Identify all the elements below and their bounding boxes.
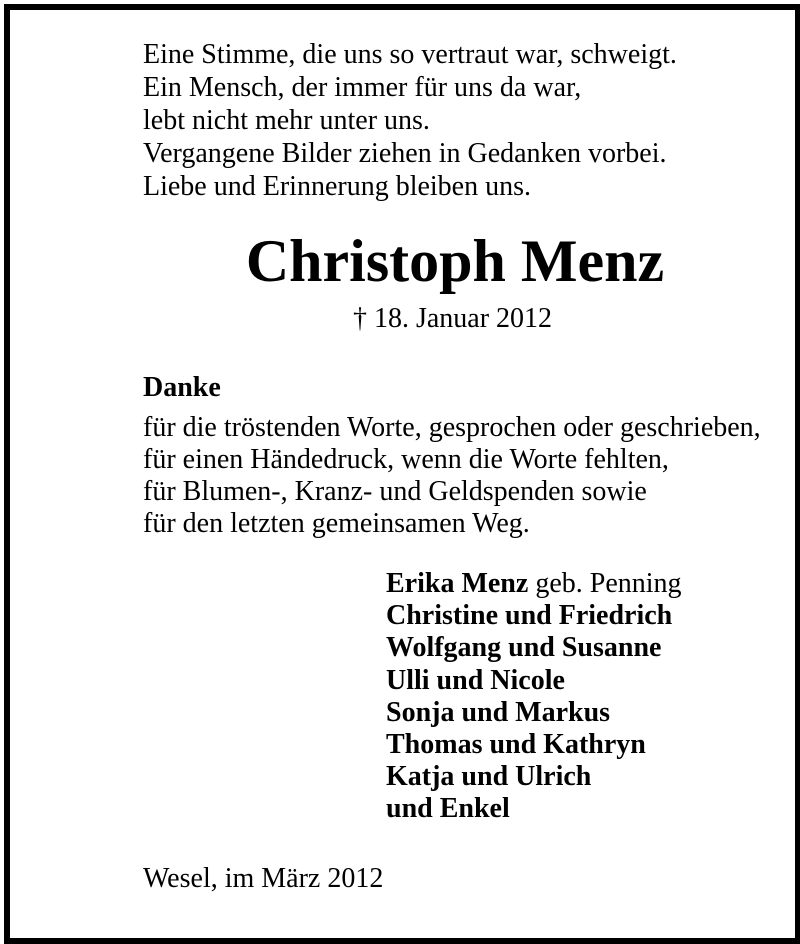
family-member: Sonja und Markus (386, 696, 611, 728)
thanks-line: für die tröstenden Worte, gesprochen oder geschrieben, (143, 412, 761, 443)
thanks-line: für Blumen-, Kranz- und Geldspenden sowie (143, 476, 647, 507)
family-member: Thomas und Kathryn (386, 729, 646, 761)
thanks-heading: Danke (143, 372, 221, 403)
poem-line: Liebe und Erinnerung bleiben uns. (143, 171, 532, 202)
family-member: Katja und Ulrich (386, 761, 592, 793)
deceased-name: Christoph Menz (245, 228, 665, 294)
death-date: † 18. Januar 2012 (352, 303, 553, 334)
family-member: und Enkel (386, 793, 510, 825)
thanks-line: für einen Händedruck, wenn die Worte fehlten, (143, 444, 669, 475)
thanks-line: für den letzten gemeinsamen Weg. (143, 508, 530, 539)
poem-line: Vergangene Bilder ziehen in Gedanken vorbei. (143, 138, 667, 169)
family-member: Christine und Friedrich (386, 600, 673, 632)
place-date: Wesel, im März 2012 (143, 863, 384, 894)
poem-block (143, 38, 677, 203)
family-member: Wolfgang und Susanne (386, 632, 662, 664)
poem-line: Ein Mensch, der immer für uns da war, (143, 72, 582, 103)
poem-line: lebt nicht mehr unter uns. (143, 105, 430, 136)
poem-line: Eine Stimme, die uns so vertraut war, schweigt. (143, 39, 677, 70)
family-signature (386, 568, 682, 826)
family-member-name: Erika Menz (386, 568, 529, 599)
thanks-block (143, 412, 761, 540)
maiden-name: geb. Penning (528, 568, 682, 599)
family-member-first (386, 568, 682, 600)
family-member: Ulli und Nicole (386, 664, 565, 696)
